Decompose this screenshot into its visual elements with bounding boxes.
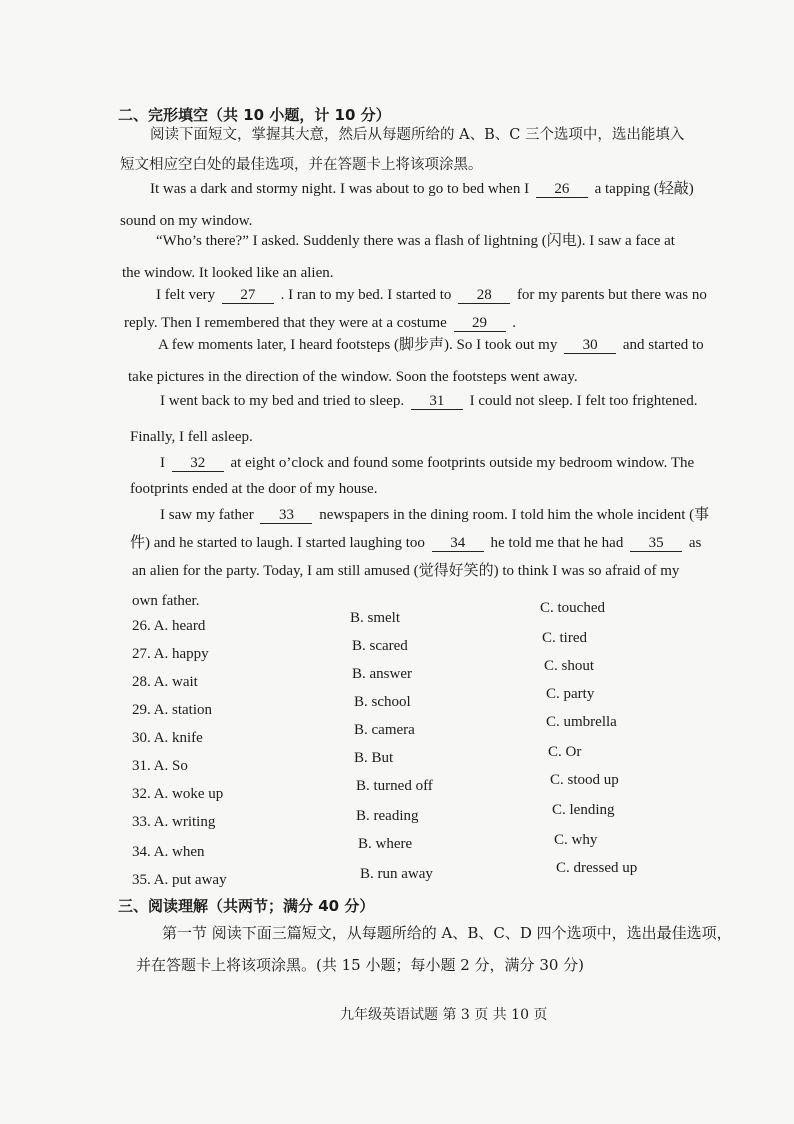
blank-32: 32 (172, 456, 224, 472)
passage-text: I felt very (156, 287, 216, 303)
blank-33: 33 (260, 508, 312, 524)
passage-text: I (160, 455, 165, 471)
section3-title: 三、阅读理解（共两节；满分 40 分） (118, 897, 375, 915)
option-b: B. school (354, 694, 411, 710)
option-a: 30. A. knife (132, 730, 203, 746)
passage-text: as (688, 535, 702, 551)
page-footer: 九年级英语试题 第 3 页 共 10 页 (340, 1007, 548, 1023)
passage-line (156, 286, 707, 304)
option-c: C. dressed up (556, 860, 638, 876)
option-a: 27. A. happy (132, 646, 209, 662)
passage-line: an alien for the party. Today, I am still amused (觉得好笑的) to think I was so afraid of my (132, 563, 680, 579)
option-c: C. Or (548, 744, 582, 760)
option-b: B. But (354, 750, 394, 766)
option-a: 29. A. station (132, 702, 213, 718)
option-a: 28. A. wait (132, 674, 198, 690)
passage-text: newspapers in the dining room. I told him the whole incident (事 (319, 507, 710, 523)
passage-text: and started to (622, 337, 704, 353)
blank-26: 26 (536, 182, 588, 198)
option-c: C. why (554, 832, 598, 848)
option-c: C. lending (552, 802, 615, 818)
passage-line (150, 180, 694, 198)
passage-text: I could not sleep. I felt too frightened. (469, 393, 698, 409)
passage-text: he told me that he had (490, 535, 624, 551)
option-b: B. turned off (356, 778, 433, 794)
passage-line: take pictures in the direction of the window. Soon the footsteps went away. (128, 369, 578, 385)
section2-instruction-line2: 短文相应空白处的最佳选项，并在答题卡上将该项涂黑。 (120, 157, 483, 173)
passage-text: . (512, 315, 517, 331)
option-c: C. stood up (550, 772, 619, 788)
passage-line: footprints ended at the door of my house. (130, 481, 378, 497)
option-b: B. camera (354, 722, 415, 738)
option-a: 26. A. heard (132, 618, 206, 634)
blank-28: 28 (458, 288, 510, 304)
passage-text: I saw my father (160, 507, 254, 523)
option-b: B. reading (356, 808, 419, 824)
passage-text: It was a dark and stormy night. I was about to go to bed when I (150, 181, 530, 197)
option-a: 32. A. woke up (132, 786, 224, 802)
option-a: 34. A. when (132, 844, 205, 860)
passage-line (158, 336, 704, 354)
passage-text: . I ran to my bed. I started to (280, 287, 452, 303)
passage-text: at eight o’clock and found some footprints outside my bedroom window. The (230, 455, 695, 471)
passage-line (124, 314, 516, 332)
option-c: C. umbrella (546, 714, 617, 730)
option-a: 33. A. writing (132, 814, 216, 830)
passage-line: the window. It looked like an alien. (122, 265, 334, 281)
passage-line: Finally, I fell asleep. (130, 429, 253, 445)
passage-text: 件) and he started to laugh. I started laughing too (130, 535, 425, 551)
passage-text: I went back to my bed and tried to sleep. (160, 393, 405, 409)
option-b: B. smelt (350, 610, 401, 626)
option-c: C. touched (540, 600, 605, 616)
option-b: B. run away (360, 866, 433, 882)
option-a: 31. A. So (132, 758, 188, 774)
blank-34: 34 (432, 536, 484, 552)
section2-instruction-line1: 阅读下面短文，掌握其大意，然后从每题所给的 A、B、C 三个选项中，选出能填入 (150, 127, 685, 143)
passage-line (160, 506, 709, 524)
section3-instruction-line1: 第一节 阅读下面三篇短文，从每题所给的 A、B、C、D 四个选项中，选出最佳选项， (162, 924, 732, 942)
passage-line (160, 454, 694, 472)
passage-text: reply. Then I remembered that they were at a costume (124, 315, 447, 331)
blank-35: 35 (630, 536, 682, 552)
section2-title: 二、完形填空（共 10 小题，计 10 分） (118, 106, 391, 124)
passage-text: A few moments later, I heard footsteps (脚步声). So I took out my (158, 337, 558, 353)
blank-27: 27 (222, 288, 274, 304)
blank-29: 29 (454, 316, 506, 332)
passage-line: sound on my window. (120, 213, 253, 229)
option-c: C. tired (542, 630, 587, 646)
option-b: B. answer (352, 666, 412, 682)
blank-30: 30 (564, 338, 616, 354)
blank-31: 31 (411, 394, 463, 410)
passage-line (160, 392, 697, 410)
option-b: B. where (358, 836, 413, 852)
passage-text: for my parents but there was no (516, 287, 707, 303)
passage-line: own father. (132, 593, 200, 609)
option-a: 35. A. put away (132, 872, 227, 888)
option-b: B. scared (352, 638, 408, 654)
option-c: C. party (546, 686, 595, 702)
passage-text: a tapping (轻敲) (594, 181, 694, 197)
section3-instruction-line2: 并在答题卡上将该项涂黑。(共 15 小题；每小题 2 分，满分 30 分) (136, 956, 585, 974)
passage-line: “Who’s there?” I asked. Suddenly there was a flash of lightning (闪电). I saw a face at (156, 233, 675, 249)
passage-line (130, 534, 701, 552)
option-c: C. shout (544, 658, 595, 674)
